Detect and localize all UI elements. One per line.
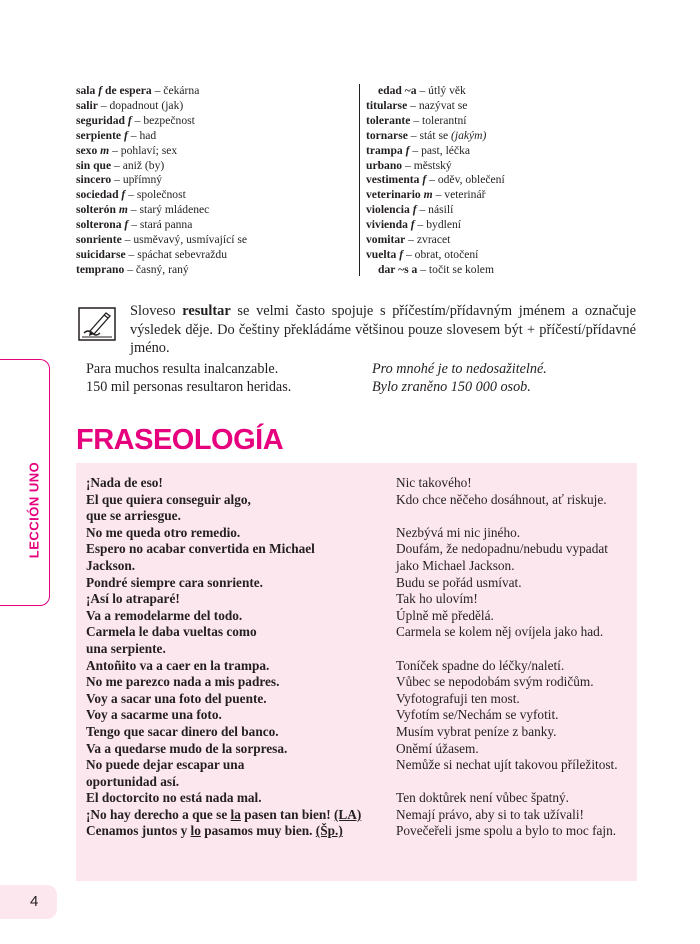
phrase-spanish-line: Jackson. <box>86 557 136 573</box>
vocab-word: suicidarse <box>76 247 126 261</box>
phrase-row <box>86 591 631 608</box>
phrase-row <box>86 691 631 708</box>
vocab-entry <box>366 188 666 203</box>
vocab-gender: f <box>127 113 132 127</box>
writing-note-icon <box>78 307 116 341</box>
example-es: Para muchos resulta inalcanzable. <box>86 361 279 377</box>
phrase-spanish-line: No puede dejar escapar una <box>86 757 245 773</box>
phrase-spanish-line: Antoñito va a caer en la trampa. <box>86 657 270 673</box>
vocab-word: vuelta <box>366 247 397 261</box>
phrase-czech: Musím vybrat peníze z banky. <box>396 723 557 739</box>
phrase-spanish-line: Tengo que sacar dinero del banco. <box>86 723 279 739</box>
phrase-row <box>86 707 631 724</box>
vocab-word: salir <box>76 98 98 112</box>
phrase-row <box>86 575 631 592</box>
vocab-gender: f <box>399 247 404 261</box>
vocab-translation: – městský <box>402 158 452 172</box>
vocab-note: (jakým) <box>451 128 487 142</box>
phrase-row <box>86 741 631 758</box>
vocab-entry <box>366 99 666 114</box>
note-after: se velmi často spojuje s příčestím/přídavným jménem a označuje výsledek děje. Do češtiny překládáme většinou pouze slovesem být + příčestí/přídavné jméno. <box>130 303 636 357</box>
vocab-entry <box>366 129 666 144</box>
vocab-translation: – čekárna <box>151 84 200 97</box>
phrase-spanish <box>86 475 396 492</box>
phrase-spanish-line: Voy a sacar una foto del puente. <box>86 690 267 706</box>
note-keyword: resultar <box>182 303 231 319</box>
vocab-gender: f <box>410 218 415 232</box>
vocab-word: tornarse <box>366 128 408 142</box>
vocab-translation: – nazývat se <box>407 98 468 112</box>
phrase-spanish-line: Va a remodelarme del todo. <box>86 607 243 623</box>
vocab-translation: – had <box>127 128 157 142</box>
vocab-translation: – starý mládenec <box>127 203 210 217</box>
vocab-list-right <box>366 84 666 278</box>
vocab-translation: – spáchat sebevraždu <box>125 247 228 261</box>
phrase-spanish <box>86 807 396 824</box>
phrase-spanish-line: Voy a sacarme una foto. <box>86 707 222 723</box>
phrase-part: la <box>230 806 241 822</box>
vocab-word: titularse <box>366 98 408 112</box>
vocab-word: sincero <box>76 173 112 187</box>
vocab-word: sala <box>76 84 96 97</box>
phrase-spanish-line: No me parezco nada a mis padres. <box>86 674 280 690</box>
vocab-word: trampa <box>366 143 403 157</box>
phrase-spanish <box>86 790 396 807</box>
phrase-spanish-line: oportunidad así. <box>86 773 180 789</box>
phrase-row <box>86 541 631 574</box>
vocab-entry <box>76 233 356 248</box>
phrase-row <box>86 790 631 807</box>
vocab-gender: m <box>423 188 433 202</box>
phrase-spanish-line: ¡Nada de eso! <box>86 475 163 490</box>
phrase-spanish <box>86 741 396 758</box>
phrase-row <box>86 608 631 625</box>
phrase-czech: Vůbec se nepodobám svým rodičům. <box>396 674 594 690</box>
phrase-czech: Nic takového! <box>396 475 472 490</box>
phrase-czech: Tak ho ulovím! <box>396 591 478 607</box>
phrase-spanish-line: No me queda otro remedio. <box>86 524 241 540</box>
section-title: FRASEOLOGÍA <box>76 424 284 456</box>
phrase-spanish-line: El que quiera conseguir algo, <box>86 491 251 507</box>
examples-czech <box>372 360 632 396</box>
vocab-word: solterón <box>76 203 116 217</box>
page-number: 4 <box>30 893 39 910</box>
phrase-spanish <box>86 575 396 592</box>
phrase-part: pasen tan bien! <box>240 806 334 822</box>
vocab-entry <box>76 203 356 218</box>
vocab-word: vivienda <box>366 218 408 232</box>
phrase-row <box>86 492 631 525</box>
vocab-translation: – usměvavý, usmívající se <box>121 233 247 247</box>
phrase-part: ¡No hay derecho a que se <box>86 806 231 822</box>
phrase-row <box>86 674 631 691</box>
vocab-translation: – násilí <box>416 203 454 217</box>
phrase-spanish <box>86 591 396 608</box>
phrase-row <box>86 807 631 824</box>
phrase-spanish-line: Va a quedarse mudo de la sorpresa. <box>86 740 288 756</box>
vocab-word: tolerante <box>366 113 411 127</box>
vocab-translation: – upřímný <box>111 173 163 187</box>
vocab-entry <box>366 159 666 174</box>
vocab-entry <box>76 188 356 203</box>
vocab-gender: f <box>124 218 129 232</box>
phrase-row <box>86 823 631 840</box>
vocab-translation: – stát se <box>407 128 452 142</box>
vocab-gender: f <box>98 84 103 97</box>
vocab-entry <box>366 263 666 278</box>
vocab-translation: – veterinář <box>432 188 486 202</box>
phrase-czech: Carmela se kolem něj ovíjela jako had. <box>396 624 604 640</box>
phrase-row <box>86 724 631 741</box>
phrase-czech: Budu se pořád usmívat. <box>396 574 522 590</box>
vocab-word: edad ~a <box>378 84 417 97</box>
vocab-gender: f <box>422 173 427 187</box>
vocab-entry <box>76 218 356 233</box>
phrase-row <box>86 757 631 790</box>
vocab-gender: f <box>121 188 126 202</box>
phrase-row <box>86 624 631 657</box>
example-es: 150 mil personas resultaron heridas. <box>86 379 292 395</box>
phrase-spanish-line: ¡Así lo atraparé! <box>86 591 180 607</box>
phrase-spanish <box>86 707 396 724</box>
phrase-czech: Vyfotografuji ten most. <box>396 690 520 706</box>
vocab-translation: – pohlaví; sex <box>109 143 178 157</box>
vocab-translation: – společnost <box>125 188 186 202</box>
phrase-spanish <box>86 608 396 625</box>
vocab-entry <box>76 99 356 114</box>
vocab-translation: – aniž (by) <box>111 158 165 172</box>
phrase-part: (Šp.) <box>315 823 343 839</box>
lesson-tab <box>0 359 50 606</box>
vocab-entry <box>366 173 666 188</box>
phrase-czech: Nemají právo, aby si to tak užívali! <box>396 806 584 822</box>
phrase-spanish <box>86 624 396 657</box>
phrase-part: Cenamos juntos y <box>86 823 191 839</box>
vocab-word: violencia <box>366 203 410 217</box>
example-cz: Bylo zraněno 150 000 osob. <box>372 379 531 395</box>
vocab-translation: – točit se kolem <box>417 262 494 276</box>
examples-spanish <box>86 360 346 396</box>
phrase-spanish <box>86 724 396 741</box>
vocab-translation: – bezpečnost <box>131 113 195 127</box>
phrase-row <box>86 475 631 492</box>
lesson-label: LECCIÓN UNO <box>26 461 42 559</box>
phrase-spanish-line: que se arriesgue. <box>86 508 181 524</box>
phrase-spanish-line: Carmela le daba vueltas como <box>86 624 257 640</box>
vocab-entry <box>366 144 666 159</box>
vocab-translation: – časný, raný <box>124 262 189 276</box>
vocab-entry <box>76 263 356 278</box>
phrase-czech: Doufám, že nedopadnu/nebudu vypadat jako Michael Jackson. <box>396 541 608 573</box>
phrase-spanish-line: una serpiente. <box>86 640 166 656</box>
vocab-translation: – stará panna <box>128 218 193 232</box>
phrase-czech: Povečeřeli jsme spolu a bylo to moc fajn. <box>396 823 617 839</box>
phrase-spanish-line: El doctorcito no está nada mal. <box>86 790 262 806</box>
vocab-translation: – obrat, otočení <box>403 247 479 261</box>
vocab-entry <box>76 159 356 174</box>
vocab-translation: – bydlení <box>414 218 462 232</box>
vocab-gender: m <box>118 203 128 217</box>
vocab-entry <box>76 84 356 99</box>
vocab-gender: f <box>405 143 410 157</box>
vocab-word: temprano <box>76 262 125 276</box>
phrase-row <box>86 658 631 675</box>
vocab-entry <box>76 114 356 129</box>
vocab-word-rest: de espera <box>102 84 152 97</box>
vocab-translation: – dopadnout (jak) <box>97 98 184 112</box>
vocab-entry <box>76 144 356 159</box>
note-before: Sloveso <box>130 303 183 319</box>
example-cz: Pro mnohé je to nedosažitelné. <box>372 361 547 377</box>
phrase-czech: Vyfotím se/Nechám se vyfotit. <box>396 707 559 723</box>
vocab-divider <box>359 84 360 276</box>
grammar-note <box>130 302 636 358</box>
vocab-word: vomitar <box>366 233 406 247</box>
vocab-entry <box>366 248 666 263</box>
vocab-entry <box>366 114 666 129</box>
phrase-spanish-line: Pondré siempre cara sonriente. <box>86 574 264 590</box>
phrase-spanish <box>86 757 396 790</box>
vocab-gender: m <box>100 143 110 157</box>
phrase-czech: Nezbývá mi nic jiného. <box>396 524 521 540</box>
phrase-spanish <box>86 492 396 525</box>
phrase-czech: Toníček spadne do léčky/naletí. <box>396 657 565 673</box>
vocab-translation: – útlý věk <box>416 84 466 97</box>
vocab-word: seguridad <box>76 113 125 127</box>
vocab-word: vestimenta <box>366 173 420 187</box>
phrase-spanish <box>86 691 396 708</box>
phrase-spanish <box>86 823 396 840</box>
vocab-list-left <box>76 84 356 278</box>
phrase-spanish <box>86 674 396 691</box>
vocab-word: veterinario <box>366 188 421 202</box>
phrase-czech: Úplně mě předělá. <box>396 607 494 623</box>
vocab-entry <box>366 233 666 248</box>
phrase-list <box>86 475 631 840</box>
vocab-entry <box>366 84 666 99</box>
phrase-spanish-line: Espero no acabar convertida en Michael <box>86 541 315 557</box>
vocab-entry <box>76 173 356 188</box>
vocab-word: sexo <box>76 143 98 157</box>
phrase-spanish <box>86 541 396 574</box>
vocab-entry <box>366 203 666 218</box>
vocab-word: serpiente <box>76 128 122 142</box>
vocab-entry <box>76 129 356 144</box>
vocab-word: sociedad <box>76 188 119 202</box>
phrase-part: pasamos muy bien. <box>200 823 316 839</box>
vocab-entry <box>366 218 666 233</box>
phrase-czech: Kdo chce něčeho dosáhnout, ať riskuje. <box>396 491 607 507</box>
vocab-translation: – oděv, oblečení <box>426 173 505 187</box>
phrase-part: lo <box>190 823 201 839</box>
phrase-part: (LA) <box>334 806 362 822</box>
page-number-box <box>0 885 57 919</box>
vocab-translation: – zvracet <box>405 233 451 247</box>
phrase-czech: Ten doktůrek není vůbec špatný. <box>396 790 569 806</box>
phrase-spanish <box>86 525 396 542</box>
phrase-czech: Oněmí úžasem. <box>396 740 479 756</box>
vocab-gender: f <box>412 203 417 217</box>
vocab-gender: f <box>123 128 128 142</box>
vocab-entry <box>76 248 356 263</box>
phrase-row <box>86 525 631 542</box>
phrase-czech: Nemůže si nechat ujít takovou příležitost. <box>396 757 618 773</box>
phrase-spanish <box>86 658 396 675</box>
vocab-word: sonriente <box>76 233 122 247</box>
vocab-word: sin que <box>76 158 112 172</box>
vocab-word: urbano <box>366 158 403 172</box>
vocab-word: dar ~s a <box>378 262 418 276</box>
vocab-translation: – tolerantní <box>410 113 467 127</box>
vocab-word: solterona <box>76 218 122 232</box>
vocab-translation: – past, léčka <box>409 143 471 157</box>
